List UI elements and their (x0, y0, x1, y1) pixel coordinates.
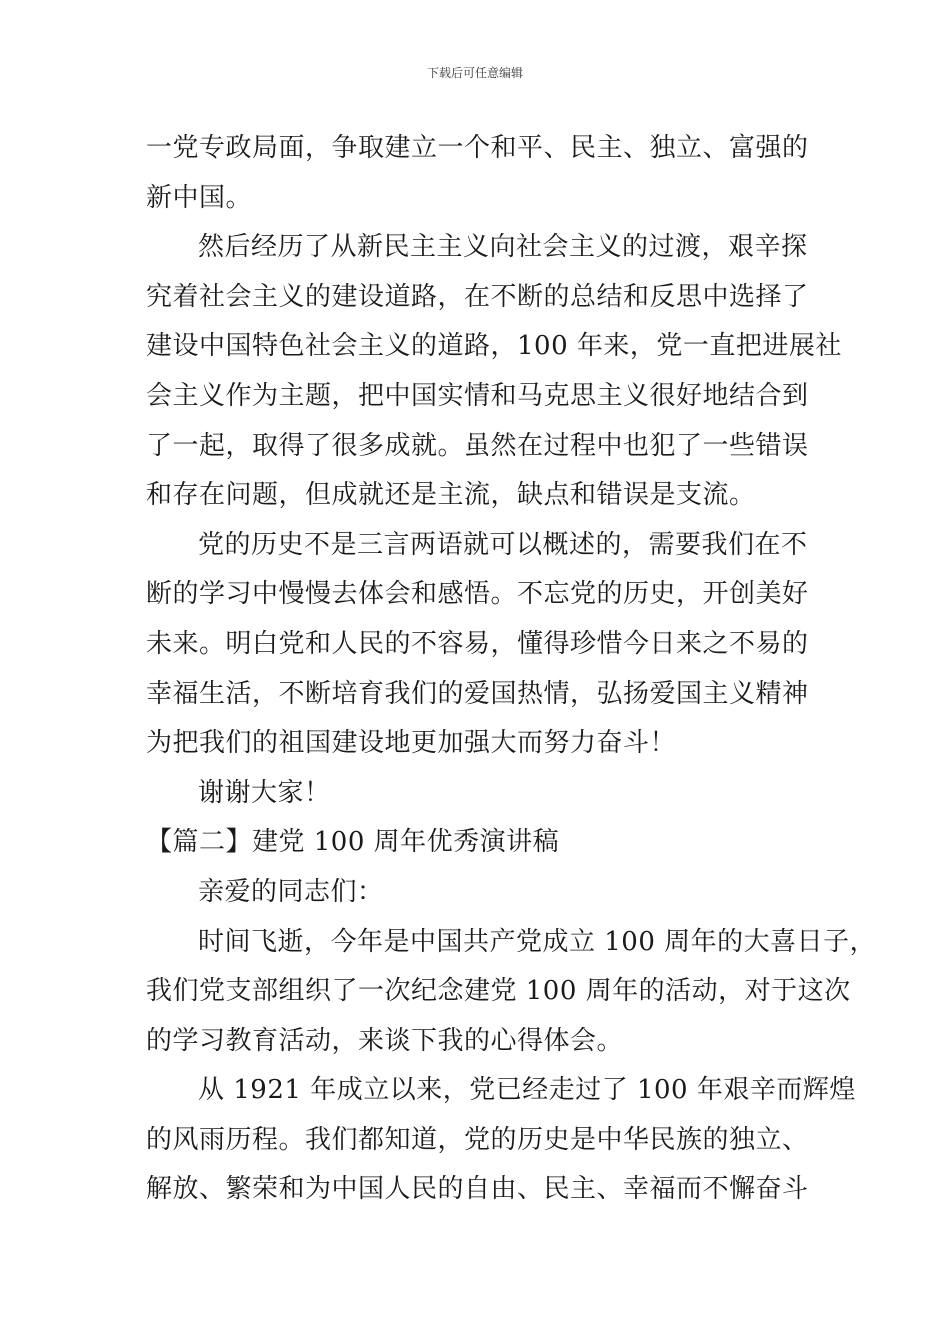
text-line: 时间飞逝，今年是中国共产党成立 100 周年的大喜日子， (198, 926, 877, 957)
text-line: 和存在问题，但成就还是主流，缺点和错误是支流。 (146, 480, 756, 511)
text-line: 建设中国特色社会主义的道路，100 年来，党一直把进展社 (146, 331, 842, 362)
page-header: 下载后可任意编辑 (426, 66, 523, 80)
text-line: 会主义作为主题，把中国实情和马克思主义很好地结合到 (146, 380, 809, 411)
text-line: 为把我们的祖国建设地更加强大而努力奋斗！ (146, 728, 677, 759)
text-line: 谢谢大家！ (198, 777, 331, 808)
text-line: 断的学习中慢慢去体会和感悟。不忘党的历史，开创美好 (146, 579, 809, 610)
section-heading: 【篇二】建党 100 周年优秀演讲稿 (146, 827, 560, 858)
text-line: 从 1921 年成立以来，党已经走过了 100 年艰辛而辉煌 (198, 1075, 856, 1106)
text-line: 亲爱的同志们： (198, 876, 384, 907)
text-line: 究着社会主义的建设道路，在不断的总结和反思中选择了 (146, 281, 809, 312)
document-body (146, 124, 877, 1215)
text-line: 的风雨历程。我们都知道，党的历史是中华民族的独立、 (146, 1124, 809, 1155)
text-line: 党的历史不是三言两语就可以概述的，需要我们在不 (198, 529, 808, 560)
text-line: 新中国。 (146, 182, 253, 213)
text-line: 解放、繁荣和为中国人民的自由、民主、幸福而不懈奋斗 (146, 1174, 809, 1205)
text-line: 我们党支部组织了一次纪念建党 100 周年的活动，对于这次 (146, 976, 851, 1007)
text-line: 未来。明白党和人民的不容易，懂得珍惜今日来之不易的 (146, 628, 809, 659)
text-line: 一党专政局面，争取建立一个和平、民主、独立、富强的 (146, 133, 809, 163)
text-line: 了一起，取得了很多成就。虽然在过程中也犯了一些错误 (146, 430, 809, 461)
text-line: 然后经历了从新民主主义向社会主义的过渡，艰辛探 (198, 232, 808, 263)
text-line: 幸福生活，不断培育我们的爱国热情，弘扬爱国主义精神 (146, 678, 809, 709)
text-line: 的学习教育活动，来谈下我的心得体会。 (146, 1025, 624, 1056)
